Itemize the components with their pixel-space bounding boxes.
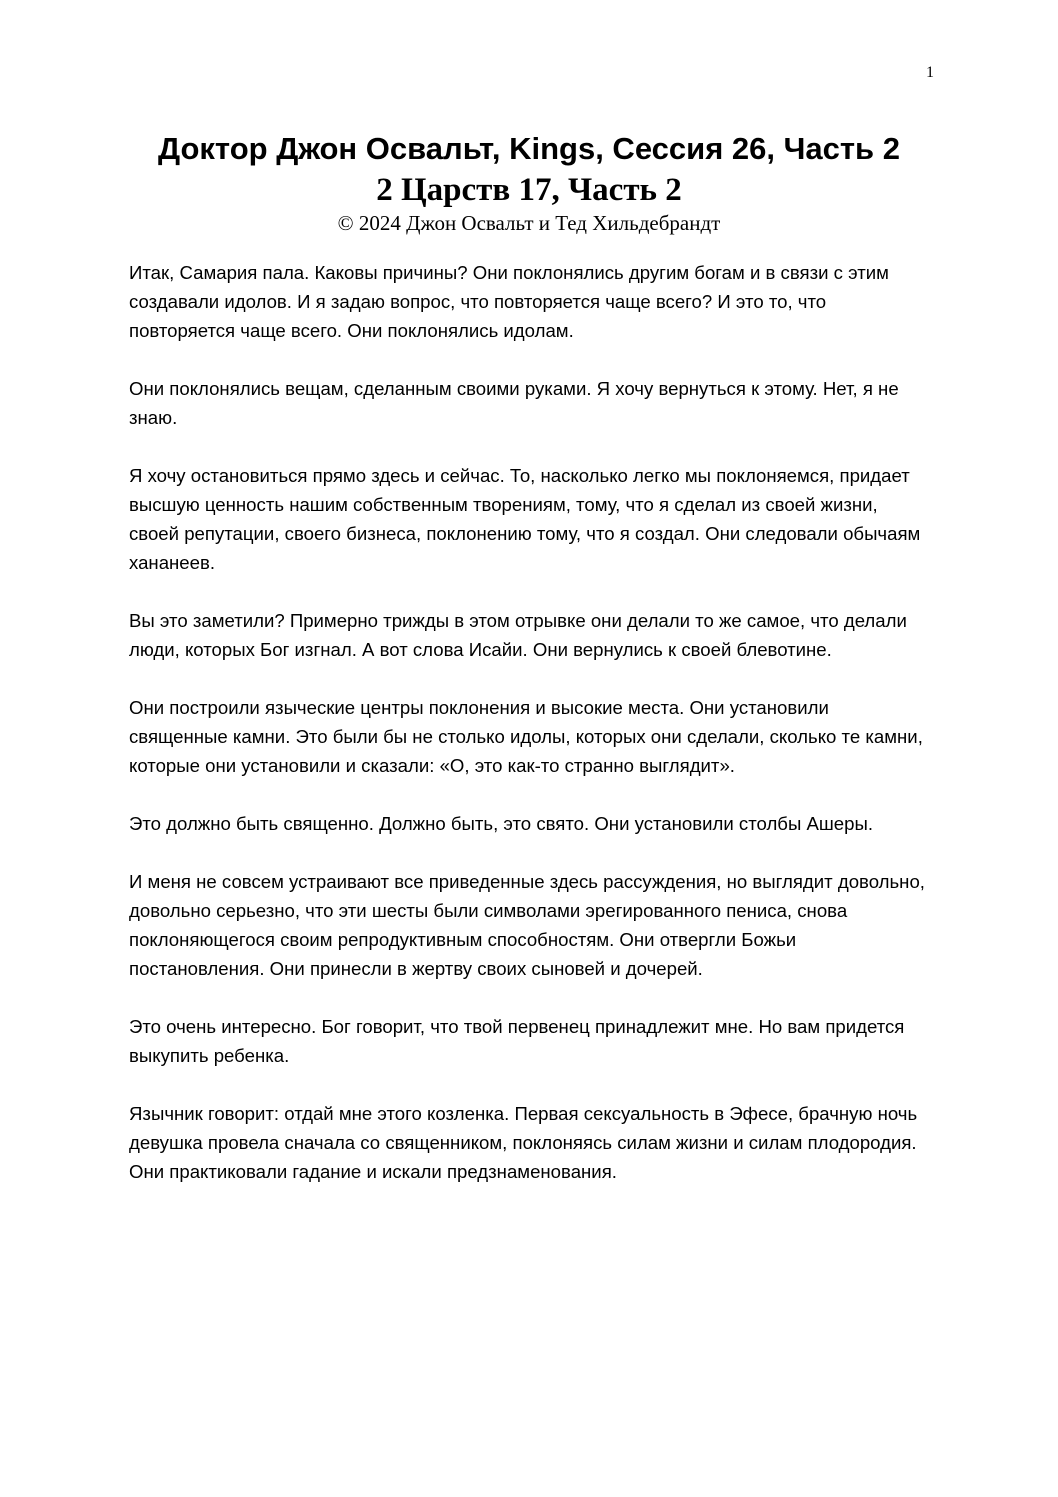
paragraph: И меня не совсем устраивают все приведенные здесь рассуждения, но выглядит довольно, довольно серьезно, что эти шесты были символами эрегированного пениса, снова поклоняющегося своим репродуктивным способностям. Они отвергли Божьи постановления. Они принесли в жертву своих сыновей и дочерей. (129, 871, 925, 979)
paragraph: Это очень интересно. Бог говорит, что твой первенец принадлежит мне. Но вам придется выкупить ребенка. (129, 1016, 905, 1066)
paragraph: Они построили языческие центры поклонения и высокие места. Они установили священные камни. Это были бы не столько идолы, которых они сделали, сколько те камни, которые они установили и сказали: «О, это как-то странно выглядит». (129, 697, 923, 776)
paragraph: Я хочу остановиться прямо здесь и сейчас. То, насколько легко мы поклоняемся, придает высшую ценность нашим собственным творениям, тому, что я сделал из своей жизни, своей репутации, своего бизнеса, поклонению тому, что я создал. Они следовали обычаям хананеев. (129, 465, 921, 573)
paragraph: Итак, Самария пала. Каковы причины? Они поклонялись другим богам и в связи с этим создавали идолов. И я задаю вопрос, что повторяется чаще всего? И это то, что повторяется чаще всего. Они поклонялись идолам. (129, 262, 889, 341)
paragraph: Они поклонялись вещам, сделанным своими руками. Я хочу вернуться к этому. Нет, я не знаю. (129, 378, 899, 428)
paragraph: Язычник говорит: отдай мне этого козленка. Первая сексуальность в Эфесе, брачную ночь девушка провела сначала со священником, поклоняясь силам жизни и силам плодородия. Они практиковали гадание и искали предзнаменования. (129, 1103, 918, 1182)
document-body (129, 258, 929, 1215)
copyright-line: © 2024 Джон Освальт и Тед Хильдебрандт (337, 211, 721, 235)
page-number: 1 (926, 64, 934, 81)
paragraph: Это должно быть священно. Должно быть, это свято. Они установили столбы Ашеры. (129, 813, 874, 834)
paragraph: Вы это заметили? Примерно трижды в этом отрывке они делали то же самое, что делали люди, которых Бог изгнал. А вот слова Исайи. Они вернулись к своей блевотине. (129, 610, 907, 660)
document-title: Доктор Джон Освальт, Kings, Сессия 26, Часть 2 (158, 131, 900, 166)
title-block (0, 128, 1058, 236)
document-subtitle: 2 Царств 17, Часть 2 (376, 172, 682, 208)
